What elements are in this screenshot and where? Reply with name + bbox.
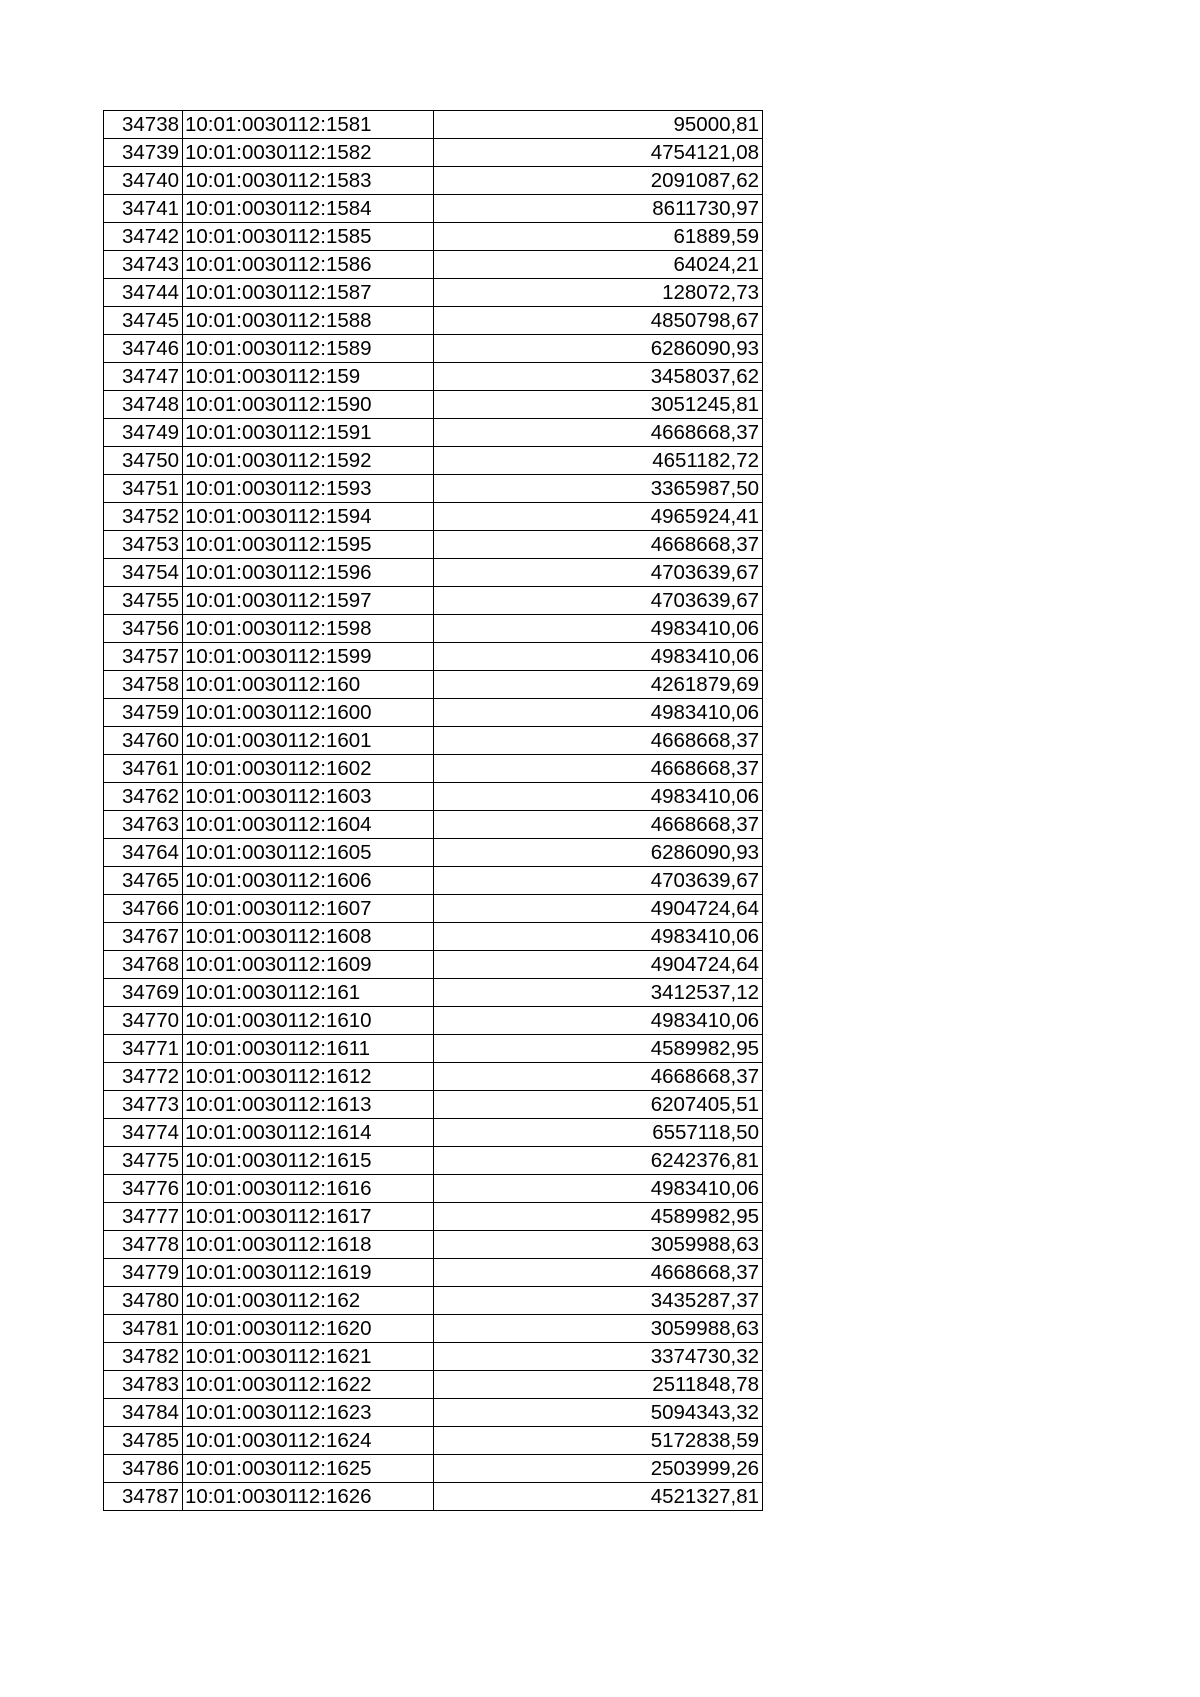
value-cell: 6557118,50 (434, 1119, 763, 1147)
row-number-cell: 34772 (104, 1063, 183, 1091)
value-cell: 6242376,81 (434, 1147, 763, 1175)
cadastral-number-cell: 10:01:0030112:1582 (183, 139, 434, 167)
cadastral-number-cell: 10:01:0030112:161 (183, 979, 434, 1007)
cadastral-number-cell: 10:01:0030112:1624 (183, 1427, 434, 1455)
value-cell: 4668668,37 (434, 727, 763, 755)
table-row (104, 699, 763, 727)
table-row (104, 419, 763, 447)
cadastral-number-cell: 10:01:0030112:1601 (183, 727, 434, 755)
value-cell: 6286090,93 (434, 839, 763, 867)
table-row (104, 615, 763, 643)
cadastral-number-cell: 10:01:0030112:1612 (183, 1063, 434, 1091)
row-number-cell: 34759 (104, 699, 183, 727)
table-row (104, 139, 763, 167)
cadastral-number-cell: 10:01:0030112:1592 (183, 447, 434, 475)
table-row (104, 923, 763, 951)
row-number-cell: 34746 (104, 335, 183, 363)
value-cell: 4983410,06 (434, 615, 763, 643)
table-row (104, 251, 763, 279)
value-cell: 4983410,06 (434, 923, 763, 951)
row-number-cell: 34751 (104, 475, 183, 503)
table-row (104, 587, 763, 615)
cadastral-number-cell: 10:01:0030112:162 (183, 1287, 434, 1315)
row-number-cell: 34780 (104, 1287, 183, 1315)
row-number-cell: 34766 (104, 895, 183, 923)
table-row (104, 755, 763, 783)
row-number-cell: 34774 (104, 1119, 183, 1147)
cadastral-number-cell: 10:01:0030112:1586 (183, 251, 434, 279)
value-cell: 4589982,95 (434, 1035, 763, 1063)
row-number-cell: 34785 (104, 1427, 183, 1455)
cadastral-number-cell: 10:01:0030112:1619 (183, 1259, 434, 1287)
value-cell: 2503999,26 (434, 1455, 763, 1483)
row-number-cell: 34745 (104, 307, 183, 335)
cadastral-number-cell: 10:01:0030112:1587 (183, 279, 434, 307)
value-cell: 3059988,63 (434, 1315, 763, 1343)
cadastral-number-cell: 10:01:0030112:1585 (183, 223, 434, 251)
row-number-cell: 34765 (104, 867, 183, 895)
table-row (104, 1259, 763, 1287)
row-number-cell: 34754 (104, 559, 183, 587)
cadastral-number-cell: 10:01:0030112:1590 (183, 391, 434, 419)
table-row (104, 559, 763, 587)
cadastral-number-cell: 10:01:0030112:1583 (183, 167, 434, 195)
table-row (104, 1119, 763, 1147)
value-cell: 4668668,37 (434, 811, 763, 839)
value-cell: 4668668,37 (434, 1259, 763, 1287)
row-number-cell: 34747 (104, 363, 183, 391)
cadastral-number-cell: 10:01:0030112:1588 (183, 307, 434, 335)
row-number-cell: 34738 (104, 111, 183, 139)
table-row (104, 867, 763, 895)
cadastral-number-cell: 10:01:0030112:1611 (183, 1035, 434, 1063)
cadastral-number-cell: 10:01:0030112:1589 (183, 335, 434, 363)
cadastral-number-cell: 10:01:0030112:1593 (183, 475, 434, 503)
table-row (104, 335, 763, 363)
row-number-cell: 34758 (104, 671, 183, 699)
table-row (104, 167, 763, 195)
cadastral-number-cell: 10:01:0030112:1609 (183, 951, 434, 979)
row-number-cell: 34773 (104, 1091, 183, 1119)
row-number-cell: 34782 (104, 1343, 183, 1371)
cadastral-number-cell: 10:01:0030112:1605 (183, 839, 434, 867)
cadastral-number-cell: 10:01:0030112:1597 (183, 587, 434, 615)
table-row (104, 671, 763, 699)
cadastral-number-cell: 10:01:0030112:1626 (183, 1483, 434, 1511)
row-number-cell: 34748 (104, 391, 183, 419)
value-cell: 3051245,81 (434, 391, 763, 419)
cadastral-number-cell: 10:01:0030112:1599 (183, 643, 434, 671)
value-cell: 4904724,64 (434, 951, 763, 979)
cadastral-number-cell: 10:01:0030112:1616 (183, 1175, 434, 1203)
row-number-cell: 34749 (104, 419, 183, 447)
row-number-cell: 34786 (104, 1455, 183, 1483)
value-cell: 4965924,41 (434, 503, 763, 531)
row-number-cell: 34763 (104, 811, 183, 839)
value-cell: 8611730,97 (434, 195, 763, 223)
row-number-cell: 34761 (104, 755, 183, 783)
row-number-cell: 34779 (104, 1259, 183, 1287)
row-number-cell: 34769 (104, 979, 183, 1007)
cadastral-value-table (103, 110, 763, 1511)
row-number-cell: 34787 (104, 1483, 183, 1511)
value-cell: 4983410,06 (434, 783, 763, 811)
row-number-cell: 34757 (104, 643, 183, 671)
value-cell: 4651182,72 (434, 447, 763, 475)
value-cell: 4703639,67 (434, 587, 763, 615)
table-row (104, 1483, 763, 1511)
table-row (104, 895, 763, 923)
row-number-cell: 34783 (104, 1371, 183, 1399)
cadastral-number-cell: 10:01:0030112:1608 (183, 923, 434, 951)
table-row (104, 1343, 763, 1371)
cadastral-number-cell: 10:01:0030112:1584 (183, 195, 434, 223)
table-row (104, 111, 763, 139)
value-cell: 4983410,06 (434, 1175, 763, 1203)
value-cell: 4850798,67 (434, 307, 763, 335)
cadastral-number-cell: 10:01:0030112:1621 (183, 1343, 434, 1371)
table-row (104, 447, 763, 475)
row-number-cell: 34771 (104, 1035, 183, 1063)
cadastral-number-cell: 10:01:0030112:1595 (183, 531, 434, 559)
cadastral-number-cell: 10:01:0030112:1613 (183, 1091, 434, 1119)
table-body (104, 111, 763, 1511)
row-number-cell: 34768 (104, 951, 183, 979)
table-row (104, 307, 763, 335)
value-cell: 4754121,08 (434, 139, 763, 167)
value-cell: 4983410,06 (434, 699, 763, 727)
table-row (104, 1287, 763, 1315)
value-cell: 4904724,64 (434, 895, 763, 923)
value-cell: 6207405,51 (434, 1091, 763, 1119)
table-row (104, 475, 763, 503)
cadastral-number-cell: 10:01:0030112:1615 (183, 1147, 434, 1175)
cadastral-number-cell: 10:01:0030112:1600 (183, 699, 434, 727)
cadastral-number-cell: 10:01:0030112:1598 (183, 615, 434, 643)
table-row (104, 1063, 763, 1091)
cadastral-number-cell: 10:01:0030112:1610 (183, 1007, 434, 1035)
value-cell: 4668668,37 (434, 419, 763, 447)
table-row (104, 839, 763, 867)
value-cell: 5094343,32 (434, 1399, 763, 1427)
cadastral-number-cell: 10:01:0030112:1617 (183, 1203, 434, 1231)
table-row (104, 279, 763, 307)
value-cell: 4261879,69 (434, 671, 763, 699)
value-cell: 3412537,12 (434, 979, 763, 1007)
cadastral-number-cell: 10:01:0030112:1591 (183, 419, 434, 447)
cadastral-number-cell: 10:01:0030112:1602 (183, 755, 434, 783)
row-number-cell: 34781 (104, 1315, 183, 1343)
table-row (104, 223, 763, 251)
value-cell: 3458037,62 (434, 363, 763, 391)
value-cell: 5172838,59 (434, 1427, 763, 1455)
table-row (104, 643, 763, 671)
cadastral-number-cell: 10:01:0030112:1614 (183, 1119, 434, 1147)
row-number-cell: 34744 (104, 279, 183, 307)
table-row (104, 531, 763, 559)
row-number-cell: 34784 (104, 1399, 183, 1427)
value-cell: 4668668,37 (434, 1063, 763, 1091)
table-row (104, 1035, 763, 1063)
cadastral-number-cell: 10:01:0030112:1606 (183, 867, 434, 895)
value-cell: 61889,59 (434, 223, 763, 251)
row-number-cell: 34755 (104, 587, 183, 615)
row-number-cell: 34764 (104, 839, 183, 867)
row-number-cell: 34770 (104, 1007, 183, 1035)
value-cell: 4521327,81 (434, 1483, 763, 1511)
table-row (104, 1315, 763, 1343)
table-row (104, 783, 763, 811)
cadastral-number-cell: 10:01:0030112:159 (183, 363, 434, 391)
table-row (104, 1427, 763, 1455)
row-number-cell: 34776 (104, 1175, 183, 1203)
table-row (104, 1371, 763, 1399)
value-cell: 4703639,67 (434, 559, 763, 587)
value-cell: 2091087,62 (434, 167, 763, 195)
value-cell: 4703639,67 (434, 867, 763, 895)
table-row (104, 1399, 763, 1427)
row-number-cell: 34778 (104, 1231, 183, 1259)
value-cell: 3059988,63 (434, 1231, 763, 1259)
cadastral-number-cell: 10:01:0030112:1604 (183, 811, 434, 839)
row-number-cell: 34741 (104, 195, 183, 223)
table-row (104, 1007, 763, 1035)
value-cell: 4668668,37 (434, 755, 763, 783)
row-number-cell: 34742 (104, 223, 183, 251)
table-row (104, 951, 763, 979)
table-row (104, 1231, 763, 1259)
value-cell: 4668668,37 (434, 531, 763, 559)
row-number-cell: 34743 (104, 251, 183, 279)
cadastral-number-cell: 10:01:0030112:1581 (183, 111, 434, 139)
table-row (104, 727, 763, 755)
cadastral-number-cell: 10:01:0030112:1622 (183, 1371, 434, 1399)
row-number-cell: 34739 (104, 139, 183, 167)
cadastral-number-cell: 10:01:0030112:1594 (183, 503, 434, 531)
row-number-cell: 34760 (104, 727, 183, 755)
cadastral-number-cell: 10:01:0030112:1625 (183, 1455, 434, 1483)
row-number-cell: 34740 (104, 167, 183, 195)
cadastral-number-cell: 10:01:0030112:1618 (183, 1231, 434, 1259)
row-number-cell: 34752 (104, 503, 183, 531)
value-cell: 3435287,37 (434, 1287, 763, 1315)
row-number-cell: 34777 (104, 1203, 183, 1231)
table-row (104, 1175, 763, 1203)
cadastral-number-cell: 10:01:0030112:1603 (183, 783, 434, 811)
value-cell: 3365987,50 (434, 475, 763, 503)
cadastral-number-cell: 10:01:0030112:1620 (183, 1315, 434, 1343)
cadastral-value-table-wrapper (103, 110, 763, 1511)
table-row (104, 503, 763, 531)
value-cell: 4589982,95 (434, 1203, 763, 1231)
value-cell: 6286090,93 (434, 335, 763, 363)
value-cell: 64024,21 (434, 251, 763, 279)
table-row (104, 1091, 763, 1119)
table-row (104, 979, 763, 1007)
row-number-cell: 34775 (104, 1147, 183, 1175)
table-row (104, 1147, 763, 1175)
table-row (104, 1203, 763, 1231)
table-row (104, 1455, 763, 1483)
row-number-cell: 34756 (104, 615, 183, 643)
value-cell: 128072,73 (434, 279, 763, 307)
value-cell: 3374730,32 (434, 1343, 763, 1371)
value-cell: 4983410,06 (434, 1007, 763, 1035)
value-cell: 95000,81 (434, 111, 763, 139)
table-row (104, 195, 763, 223)
value-cell: 2511848,78 (434, 1371, 763, 1399)
table-row (104, 363, 763, 391)
row-number-cell: 34750 (104, 447, 183, 475)
row-number-cell: 34767 (104, 923, 183, 951)
table-row (104, 391, 763, 419)
cadastral-number-cell: 10:01:0030112:1623 (183, 1399, 434, 1427)
cadastral-number-cell: 10:01:0030112:1596 (183, 559, 434, 587)
row-number-cell: 34762 (104, 783, 183, 811)
row-number-cell: 34753 (104, 531, 183, 559)
table-row (104, 811, 763, 839)
value-cell: 4983410,06 (434, 643, 763, 671)
cadastral-number-cell: 10:01:0030112:160 (183, 671, 434, 699)
cadastral-number-cell: 10:01:0030112:1607 (183, 895, 434, 923)
